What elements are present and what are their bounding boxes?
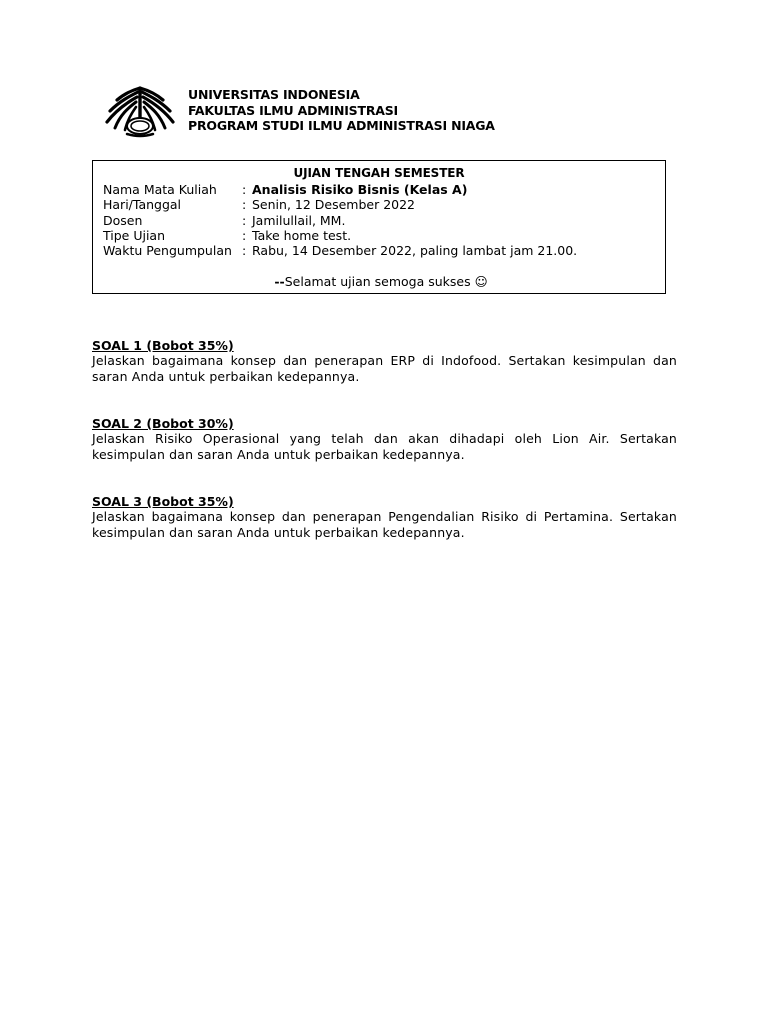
greeting-line [93,274,665,289]
info-value-exam-type: Take home test. [252,227,352,243]
info-label: Waktu Pengumpulan [103,243,232,259]
info-value-course: Analisis Risiko Bisnis (Kelas A) [252,182,468,197]
info-colon: : [242,182,247,197]
question-body: Jelaskan Risiko Operasional yang telah dan akan dihadapi oleh Lion Air. Sertakan kesimpulan dan saran Anda untuk perbaikan kedepannya. [92,431,677,462]
exam-info-table [103,182,577,258]
info-colon: : [242,227,247,243]
info-label: Dosen [103,212,143,228]
info-row-deadline [103,243,577,258]
question-3 [92,494,677,541]
info-row-date [103,197,577,212]
info-label: Hari/Tanggal [103,197,182,213]
question-body: Jelaskan bagaimana konsep dan penerapan ERP di Indofood. Sertakan kesimpulan dan saran Anda untuk perbaikan kedepannya. [92,353,677,384]
faculty-name: FAKULTAS ILMU ADMINISTRASI [188,102,398,118]
question-2 [92,416,677,463]
greeting-text: Selamat ujian semoga sukses [284,274,471,289]
info-colon: : [242,243,247,259]
institution-header [188,87,495,134]
greeting-dash: -- [274,274,285,289]
info-row-course [103,182,577,197]
exam-title: UJIAN TENGAH SEMESTER [293,166,465,180]
university-name: UNIVERSITAS INDONESIA [188,87,360,102]
question-title: SOAL 3 (Bobot 35%) [92,494,234,509]
info-value-deadline: Rabu, 14 Desember 2022, paling lambat jam 21.00. [252,243,578,259]
info-colon: : [242,212,247,228]
info-row-lecturer [103,213,577,228]
program-name: PROGRAM STUDI ILMU ADMINISTRASI NIAGA [188,118,495,133]
info-colon: : [242,197,247,213]
question-body: Jelaskan bagaimana konsep dan penerapan Pengendalian Risiko di Pertamina. Sertakan kesimpulan dan saran Anda untuk perbaikan kedepannya. [92,509,677,540]
question-title: SOAL 1 (Bobot 35%) [92,338,234,353]
exam-info-box [92,160,666,294]
info-row-exam-type [103,228,577,243]
university-logo-icon [103,84,177,138]
info-value-lecturer: Jamilullail, MM. [252,212,346,228]
info-label: Tipe Ujian [103,227,165,243]
question-title: SOAL 2 (Bobot 30%) [92,416,234,431]
smiley-icon: ☺ [474,274,488,289]
info-label: Nama Mata Kuliah [103,182,217,197]
info-value-date: Senin, 12 Desember 2022 [252,197,416,213]
question-1 [92,338,677,385]
